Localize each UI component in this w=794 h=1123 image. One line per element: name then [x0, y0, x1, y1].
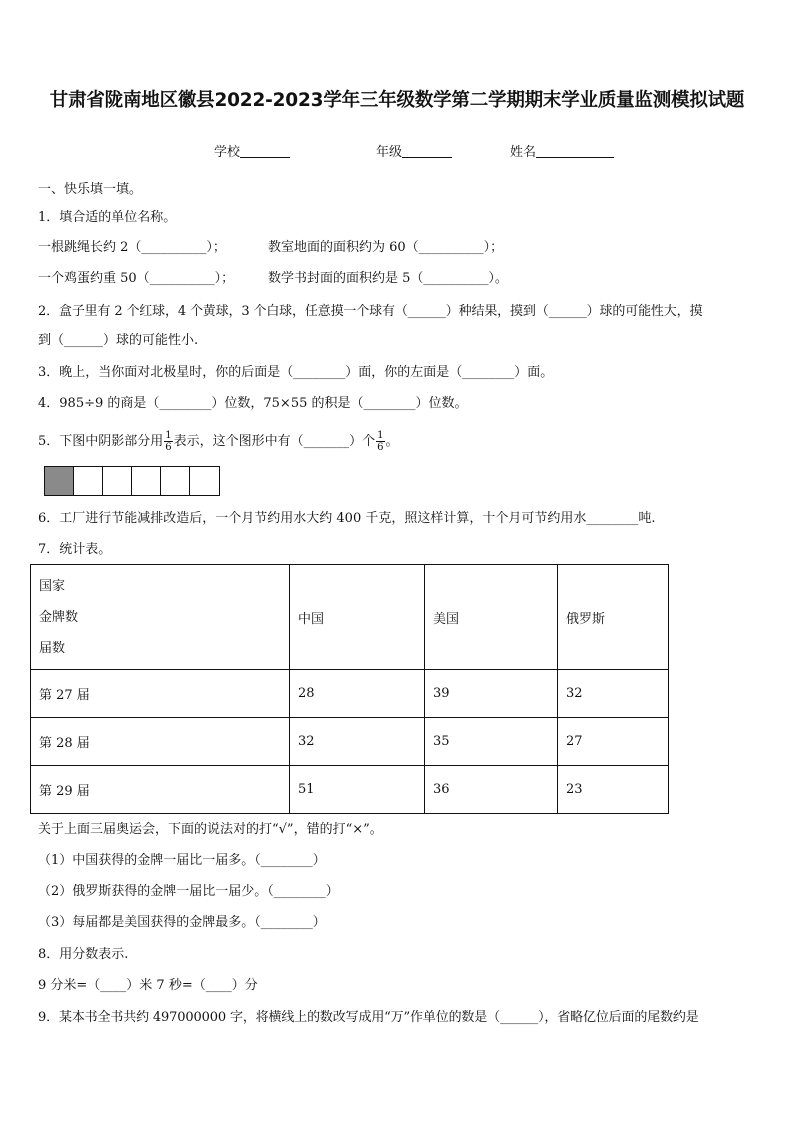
- q2-line2: 到（______）球的可能性小.: [38, 333, 199, 348]
- q8-stem: 8．用分数表示.: [38, 947, 129, 962]
- q3-text: 3．晚上，当你面对北极星时，你的后面是（________）面，你的左面是（________）面。: [38, 365, 554, 380]
- q9-text: 9．某本书全书共约 497000000 字，将横线上的数改写成用“万”作单位的数是（______），省略亿位后面的尾数约是: [38, 1010, 699, 1025]
- q7-statement: （1）中国获得的金牌一届比一届多。（________）: [38, 853, 326, 868]
- row-label: 第 28 届: [31, 718, 290, 766]
- grid-cell: [74, 467, 103, 495]
- fraction-denominator: 6: [165, 442, 172, 453]
- grid-cell: [132, 467, 161, 495]
- header-medals-label: 金牌数: [39, 609, 79, 625]
- q1-line1-left: 一根跳绳长约 2（__________）；: [38, 240, 226, 255]
- row-label: 第 27 届: [31, 670, 290, 718]
- page-title: 甘肃省陇南地区徽县2022-2023学年三年级数学第二学期期末学业质量监测模拟试题: [49, 90, 745, 111]
- school-label: 学校: [214, 145, 241, 160]
- q1-line2-left: 一个鸡蛋约重 50（__________）；: [38, 271, 235, 286]
- table-cell: 23: [558, 766, 669, 814]
- fraction-one-sixth: [164, 430, 172, 453]
- table-cell: 35: [425, 718, 558, 766]
- fraction-numerator: 1: [165, 430, 172, 441]
- q7-statement: （3）每届都是美国获得的金牌最多。（________）: [38, 915, 326, 930]
- grid-cell: [103, 467, 132, 495]
- grade-label: 年级: [376, 145, 403, 160]
- q1-stem: 1．填合适的单位名称。: [38, 210, 177, 225]
- q4-text: 4．985÷9 的商是（________）位数，75×55 的积是（________）位数。: [38, 396, 468, 411]
- q7-stem: 7．统计表。: [38, 542, 112, 557]
- row-label: 第 29 届: [31, 766, 290, 814]
- header-russia: 俄罗斯: [558, 565, 669, 670]
- q6-text: 6．工厂进行节能减排改造后，一个月节约用水大约 400 千克，照这样计算，十个月可节约用水________吨.: [38, 511, 656, 526]
- fraction-numerator: 1: [377, 430, 384, 441]
- table-cell: 28: [290, 670, 425, 718]
- table-cell: 27: [558, 718, 669, 766]
- header-diagonal-cell: [31, 565, 290, 670]
- table-cell: 51: [290, 766, 425, 814]
- q1-line1-right: 教室地面的面积约为 60（__________）；: [268, 240, 504, 255]
- header-country-label: 国家: [39, 578, 66, 594]
- table-cell: 36: [425, 766, 558, 814]
- header-china: 中国: [290, 565, 425, 670]
- grade-blank[interactable]: [402, 143, 452, 158]
- header-usa: 美国: [425, 565, 558, 670]
- shaded-grid-figure: [44, 466, 220, 496]
- medal-table: [30, 564, 669, 814]
- school-blank[interactable]: [240, 143, 290, 158]
- grade-field: [376, 141, 452, 160]
- q5-part1: 5．下图中阴影部分用: [38, 434, 164, 449]
- fraction-one-sixth: [376, 430, 384, 453]
- table-cell: 39: [425, 670, 558, 718]
- table-row: [31, 670, 669, 718]
- q7-statement: （2）俄罗斯获得的金牌一届比一届少。（________）: [38, 884, 339, 899]
- school-field: [214, 141, 290, 160]
- q5-part3: 。: [385, 434, 399, 449]
- section-heading: 一、快乐填一填。: [38, 182, 143, 197]
- table-header-row: [31, 565, 669, 670]
- fraction-denominator: 6: [377, 442, 384, 453]
- table-row: [31, 718, 669, 766]
- q8-line: 9 分米=（____）米 7 秒=（____）分: [38, 978, 258, 993]
- header-session-label: 届数: [39, 640, 66, 656]
- q5-part2: 表示，这个图形中有（_______）个: [173, 434, 376, 449]
- q1-line2-right: 数学书封面的面积约是 5（__________）。: [268, 271, 508, 286]
- table-cell: 32: [290, 718, 425, 766]
- grid-cell: [190, 467, 219, 495]
- grid-cell-shaded: [45, 467, 74, 495]
- name-label: 姓名: [510, 145, 537, 160]
- table-cell: 32: [558, 670, 669, 718]
- table-row: [31, 766, 669, 814]
- name-field: [510, 141, 614, 160]
- q2-line1: 2．盒子里有 2 个红球，4 个黄球，3 个白球，任意摸一个球有（______）种结果，摸到（______）球的可能性大，摸: [38, 304, 703, 319]
- q7-judge-intro: 关于上面三届奥运会，下面的说法对的打“√”，错的打“×”。: [38, 822, 383, 837]
- q5-text: [38, 430, 399, 453]
- name-blank[interactable]: [536, 143, 614, 158]
- grid-cell: [161, 467, 190, 495]
